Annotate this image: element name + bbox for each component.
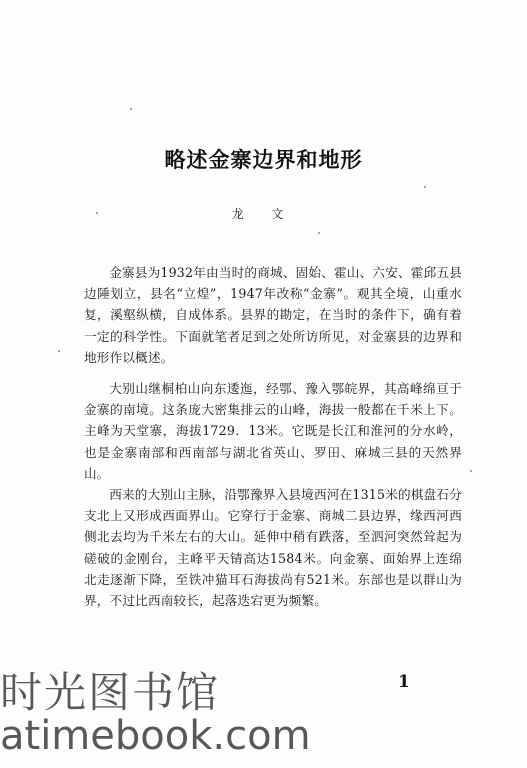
scan-speck <box>424 186 426 188</box>
scan-speck <box>58 350 60 352</box>
article-body <box>84 262 462 611</box>
article-title: 略述金寨边界和地形 <box>164 148 363 172</box>
watermark-english: atimebook.com <box>0 713 311 759</box>
watermark-chinese: 时光图书馆 <box>0 668 221 717</box>
paragraph-southern-border: 大别山继桐柏山向东逶迤，经鄂、豫入鄂皖界，其高峰绵亘于金寨的南境。这条庞大密集排云的山峰，海拔一般都在千米上下。主峰为天堂寨，海拔1729．13米。它既是长江和淮河的分水岭，也是金寨南部和西南部与湖北省英山、罗田、麻城三县的天然界山。 <box>84 381 462 481</box>
scan-speck <box>470 470 472 472</box>
scan-speck <box>318 232 320 234</box>
scan-speck <box>130 108 132 110</box>
paragraph-intro: 金寨县为1932年由当时的商城、固始、霍山、六安、霍邱五县边陲划立，县名“立煌”，1947年改称“金寨”。观其全境，山重水复，溪壑纵横，自成体系。县界的勘定，在当时的条件下，确有着一定的科学性。下面就笔者足到之处所访所见，对金寨县的边界和地形作以概述。 <box>84 265 462 365</box>
paragraph-western-border: 西来的大别山主脉，沿鄂豫界入县境西河在1315米的棋盘石分支北上又形成西面界山。它穿行于金寨、商城二县边界，缘西河西侧北去均为千米左右的大山。延伸中稍有跌落，至泗河突然耸起为磋破的金刚台，主峰平天锖高达1584米。向金寨、面始界上连绵北走逐渐下降，至铁冲猫耳石海拔尚有521米。东部也是以群山为界，不过比西南较长，起落迭宕更为频繁。 <box>84 487 462 609</box>
page-number: 1 <box>398 672 410 692</box>
article-author: 龙 文 <box>231 207 296 221</box>
